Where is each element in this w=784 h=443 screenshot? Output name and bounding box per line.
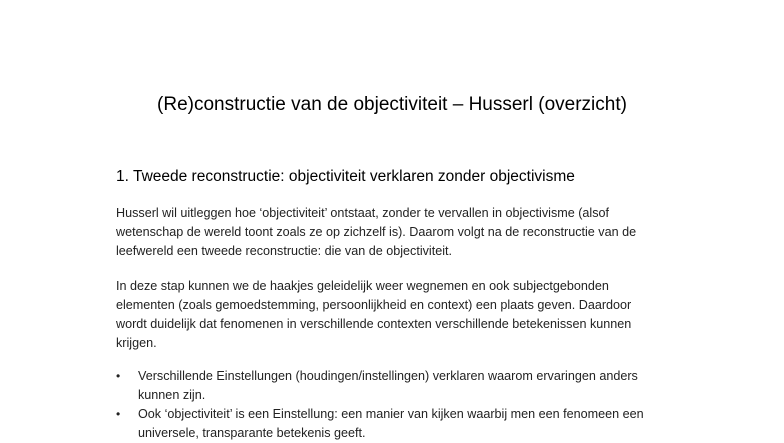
bullet-icon: • <box>116 407 121 421</box>
bullet-icon: • <box>116 369 121 383</box>
section-heading: 1. Tweede reconstructie: objectiviteit verklaren zonder objectivisme <box>116 168 575 185</box>
bullet-text: Ook ‘objectiviteit’ is een Einstellung: een manier van kijken waarbij men een fenomeen een universele, transparante betekenis geeft. <box>138 407 644 440</box>
paragraph-context: In deze stap kunnen we de haakjes geleidelijk weer wegnemen en ook subjectgebonden elementen (zoals gemoedstemming, persoonlijkheid en context) een plaats geven. Daardoor wordt duidelijk dat fenomenen in verschillende contexten verschillende betekenissen kunnen krijgen. <box>116 279 632 350</box>
bullet-text: Verschillende Einstellungen (houdingen/instellingen) verklaren waarom ervaringen anders kunnen zijn. <box>138 369 638 402</box>
page-title: (Re)constructie van de objectiviteit – Husserl (overzicht) <box>157 94 627 115</box>
list-item <box>116 405 676 443</box>
bullet-list <box>116 367 676 443</box>
list-item <box>116 367 676 405</box>
paragraph-intro: Husserl wil uitleggen hoe ‘objectiviteit’ ontstaat, zonder te vervallen in objectivisme (alsof wetenschap de wereld toont zoals ze op zichzelf is). Daarom volgt na de reconstructie van de leefwereld een tweede reconstructie: die van de objectiviteit. <box>116 206 637 258</box>
